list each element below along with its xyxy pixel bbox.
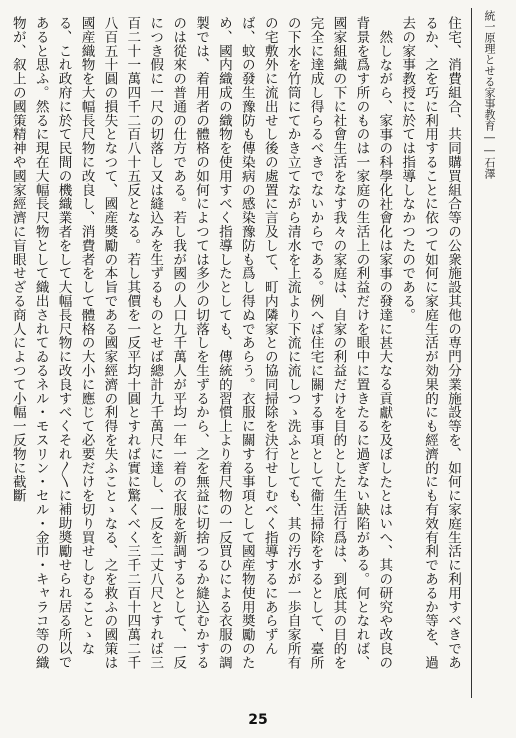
body-text [9,16,464,676]
running-head: 統一原理とせる家事教育――石澤 [483,10,496,179]
page-number: 25 [248,712,268,728]
paragraph: 然しながら、家事の科學化社會化は家事の發達に甚大なる貢獻を及ぼしたとはいへ、其の研究や改良の背景を爲す所のものは一家庭の生活上の利益だけを眼中に置きたるに過ぎない缺陷がある。何となれば、國家組織の下に社會生活をなす我々の家庭は、自家の利益だけを目的とした生活行爲は、到底其の目的を完全に達成し得らるべきでないからである。例へば住宅に關する事項として衞生掃除をするとして、臺所の下水を竹筒にてかき立てながら清水を上流より下流に流しつゝ洗ふとしても、其の汚水が一歩自家所有の宅敷外に流出せし後の處置に言及して、町内隣家との協同掃除を決行せしむべく指導するにあらずんば、蚊の發生豫防も傳染病の感染豫防も爲し得ぬであらう。衣服に關する事項として國産物使用奬勵のため、國内織成の織物を使用すべく指導したとしても、傳統的習慣上より着尺物の一反買ひによる衣服の調製では、着用者の體格の如何によつては多少の切落しを生ずるから、之を無益に切捨つるか縫込むかするのは從來の普通の仕方である。若し我が國の人口九千萬人が平均一年一着の衣服を新調するとして、一反につき假に一尺の切落し又は縫込みを生ずるものとせば總計九千萬尺に達し、一反を二丈八尺とすれば三百二十一萬四千二百八十五反となる。若し其價を一反平均十圓とすれば實に驚くべく三千二百十四萬二千八百五十圓の損失となつて、國産奬勵の本旨である國家經濟の利得を失ふことゝなる、之を救ふの國策は國産織物を大幅長尺物に改良し、消費者をして體格の大小に應じて必要だけを切り買せしむることゝなる、これ政府に於て民間の機織業者をして大幅長尺物に改良すべくそれ〳〵に補助奬勵せられ居る所以であると思ふ。然るに現在大幅長尺物として織出されてゐるネル・モスリン・セル・金巾・キャラコ等の織物が、叙上の國策精神や國家經濟に盲眼せざる商人によつて小幅一反物に截斷 [9,16,393,670]
header-rule [471,8,472,698]
paragraph: 住宅、消費組合、共同購買組合等の公衆施設其他の専門分業施設等を、如何に家庭生活に利用すべきであるか、之を巧に利用することに依つて如何に家庭生活が効果的にも經濟的にも有效有利であるか等を、過去の家事教授に於ては指導しなかつたのである。 [399,16,461,670]
